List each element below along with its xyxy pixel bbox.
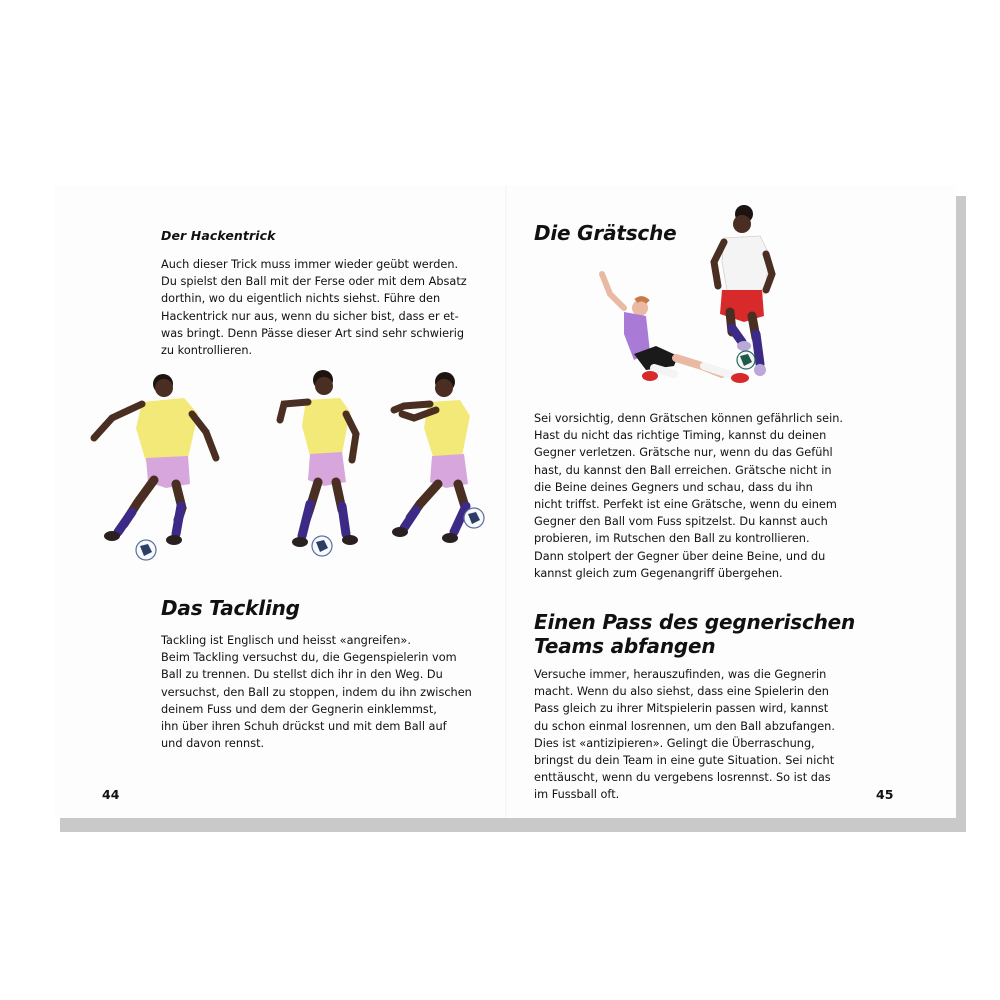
pass-abfangen-paragraph: Versuche immer, herauszufinden, was die Gegnerin macht. Wenn du also siehst, dass eine Spielerin den Pass gleich zu ihrer Mitspielerin passen wird, kannst du schon einmal losrennen, um den Ball abzufangen. Dies ist «antizipieren». Gelingt die Überraschung, bringst du dein Team in eine gute Situation. Sei nicht enttäuscht, wenn du vergebens losrennst. So ist das im Fussball oft. bbox=[534, 668, 835, 802]
player-figure-3 bbox=[392, 372, 484, 543]
page-number-right: 45 bbox=[876, 787, 894, 802]
tackling-players-illustration bbox=[84, 370, 484, 570]
hackentrick-paragraph: Auch dieser Trick muss immer wieder geübt werden. Du spielst den Ball mit der Ferse oder mit dem Absatz dorthin, wo du eigentlich nichts siehst. Führe den Hackentrick nur aus, wenn du sicher bist, dass er et- was bringt. Denn Pässe dieser Art sind sehr schwierig zu kontrollieren. bbox=[161, 258, 467, 358]
player-figure-2 bbox=[280, 370, 358, 556]
graetsche-paragraph: Sei vorsichtig, denn Grätschen können gefährlich sein. Hast du nicht das richtige Timing, kannst du deinen Gegner verletzen. Grätsche nur, wenn du das Gefühl hast, du kannst den Ball erreichen. Grätsche nicht in die Beine deines Gegners und schau, dass du ihn nicht triffst. Perfekt ist eine Grätsche, wenn du einem Gegner den Ball vom Fuss spitzelst. Du kannst auch probieren, im Rutschen den Ball zu kontrollieren. Dann stolpert der Gegner über deine Beine, und du kannst gleich zum Gegenangriff übergehen. bbox=[534, 412, 844, 580]
heading-tackling: Das Tackling bbox=[161, 596, 300, 620]
page-number-left: 44 bbox=[102, 787, 120, 802]
heading-graetsche: Die Grätsche bbox=[534, 221, 677, 245]
slide-tackle-illustration bbox=[594, 204, 784, 389]
heading-pass-abfangen: Einen Pass des gegnerischen Teams abfangen bbox=[534, 610, 856, 658]
subheading-hackentrick: Der Hackentrick bbox=[161, 228, 276, 243]
book-spread bbox=[54, 186, 956, 818]
standing-player-figure bbox=[714, 205, 772, 376]
book-gutter bbox=[505, 186, 507, 818]
player-figure-1 bbox=[94, 374, 216, 560]
tackling-paragraph: Tackling ist Englisch und heisst «angreifen». Beim Tackling versuchst du, die Gegenspielerin vom Ball zu trennen. Du stellst dich ihr in den Weg. Du versuchst, den Ball zu stoppen, indem du ihn zwischen deinem Fuss und dem der Gegnerin einklemmst, ihn über ihren Schuh drückst und mit dem Ball auf und davon rennst. bbox=[161, 634, 472, 751]
